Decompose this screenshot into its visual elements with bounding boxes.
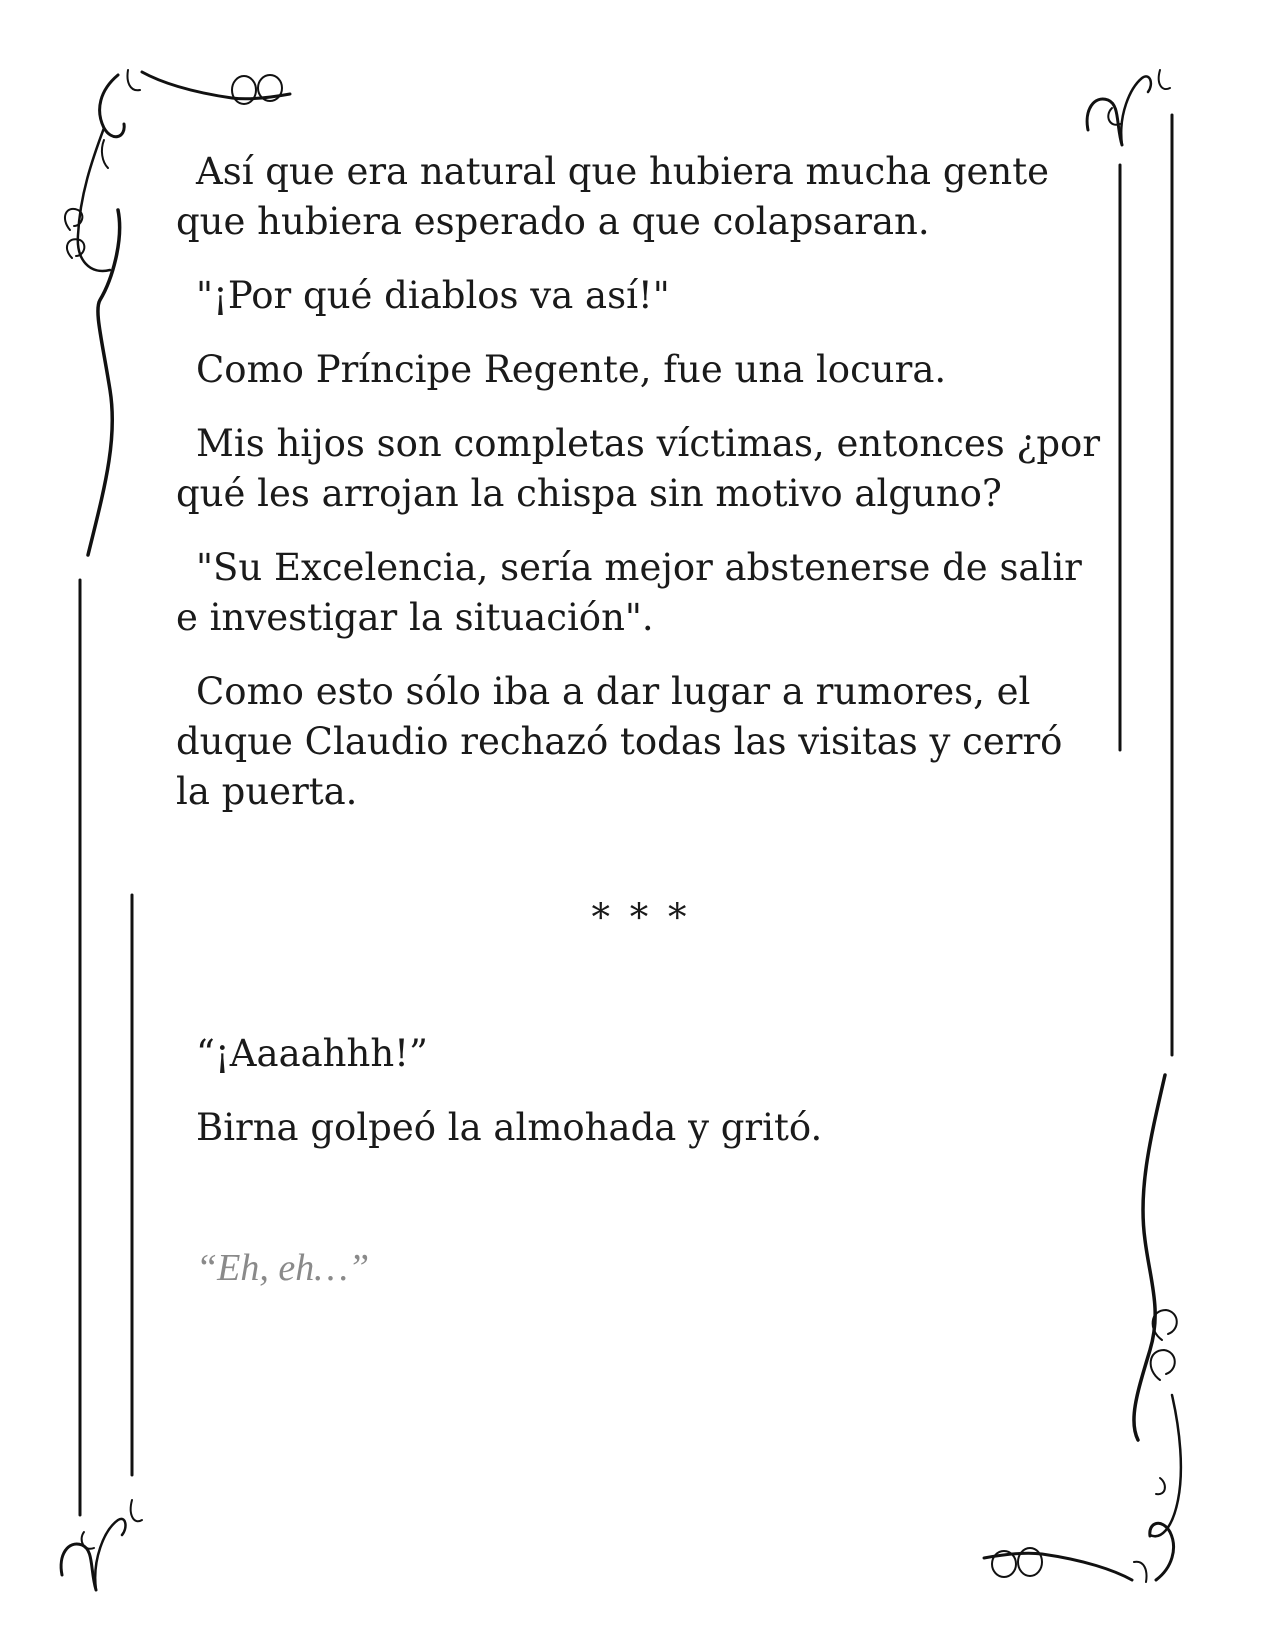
bottom-left-flourish-icon <box>61 1500 142 1590</box>
paragraph: Como Príncipe Regente, fue una locura. <box>196 348 947 391</box>
paragraph: Como esto sólo iba a dar lugar a rumores, el duque Claudio rechazó todas las visitas y cerró la puerta. <box>176 670 1063 813</box>
paragraph: Mis hijos son completas víctimas, entonces ¿por qué les arrojan la chispa sin motivo alguno? <box>176 422 1101 515</box>
top-right-flourish-icon <box>1087 70 1170 145</box>
body-text <box>176 147 1106 1317</box>
scene-break: * * * <box>591 896 691 939</box>
paragraph: Así que era natural que hubiera mucha gente que hubiera esperado a que colapsaran. <box>176 150 1050 243</box>
paragraph: "Su Excelencia, sería mejor abstenerse de salir e investigar la situación". <box>176 546 1082 639</box>
closing-line: “Eh, eh…” <box>196 1247 370 1289</box>
paragraph: Birna golpeó la almohada y gritó. <box>196 1106 823 1149</box>
paragraph: "¡Por qué diablos va así!" <box>196 274 670 317</box>
paragraph: “¡Aaaahhh!” <box>196 1032 428 1075</box>
spacer <box>176 943 1106 1029</box>
spacer <box>176 1177 1106 1243</box>
